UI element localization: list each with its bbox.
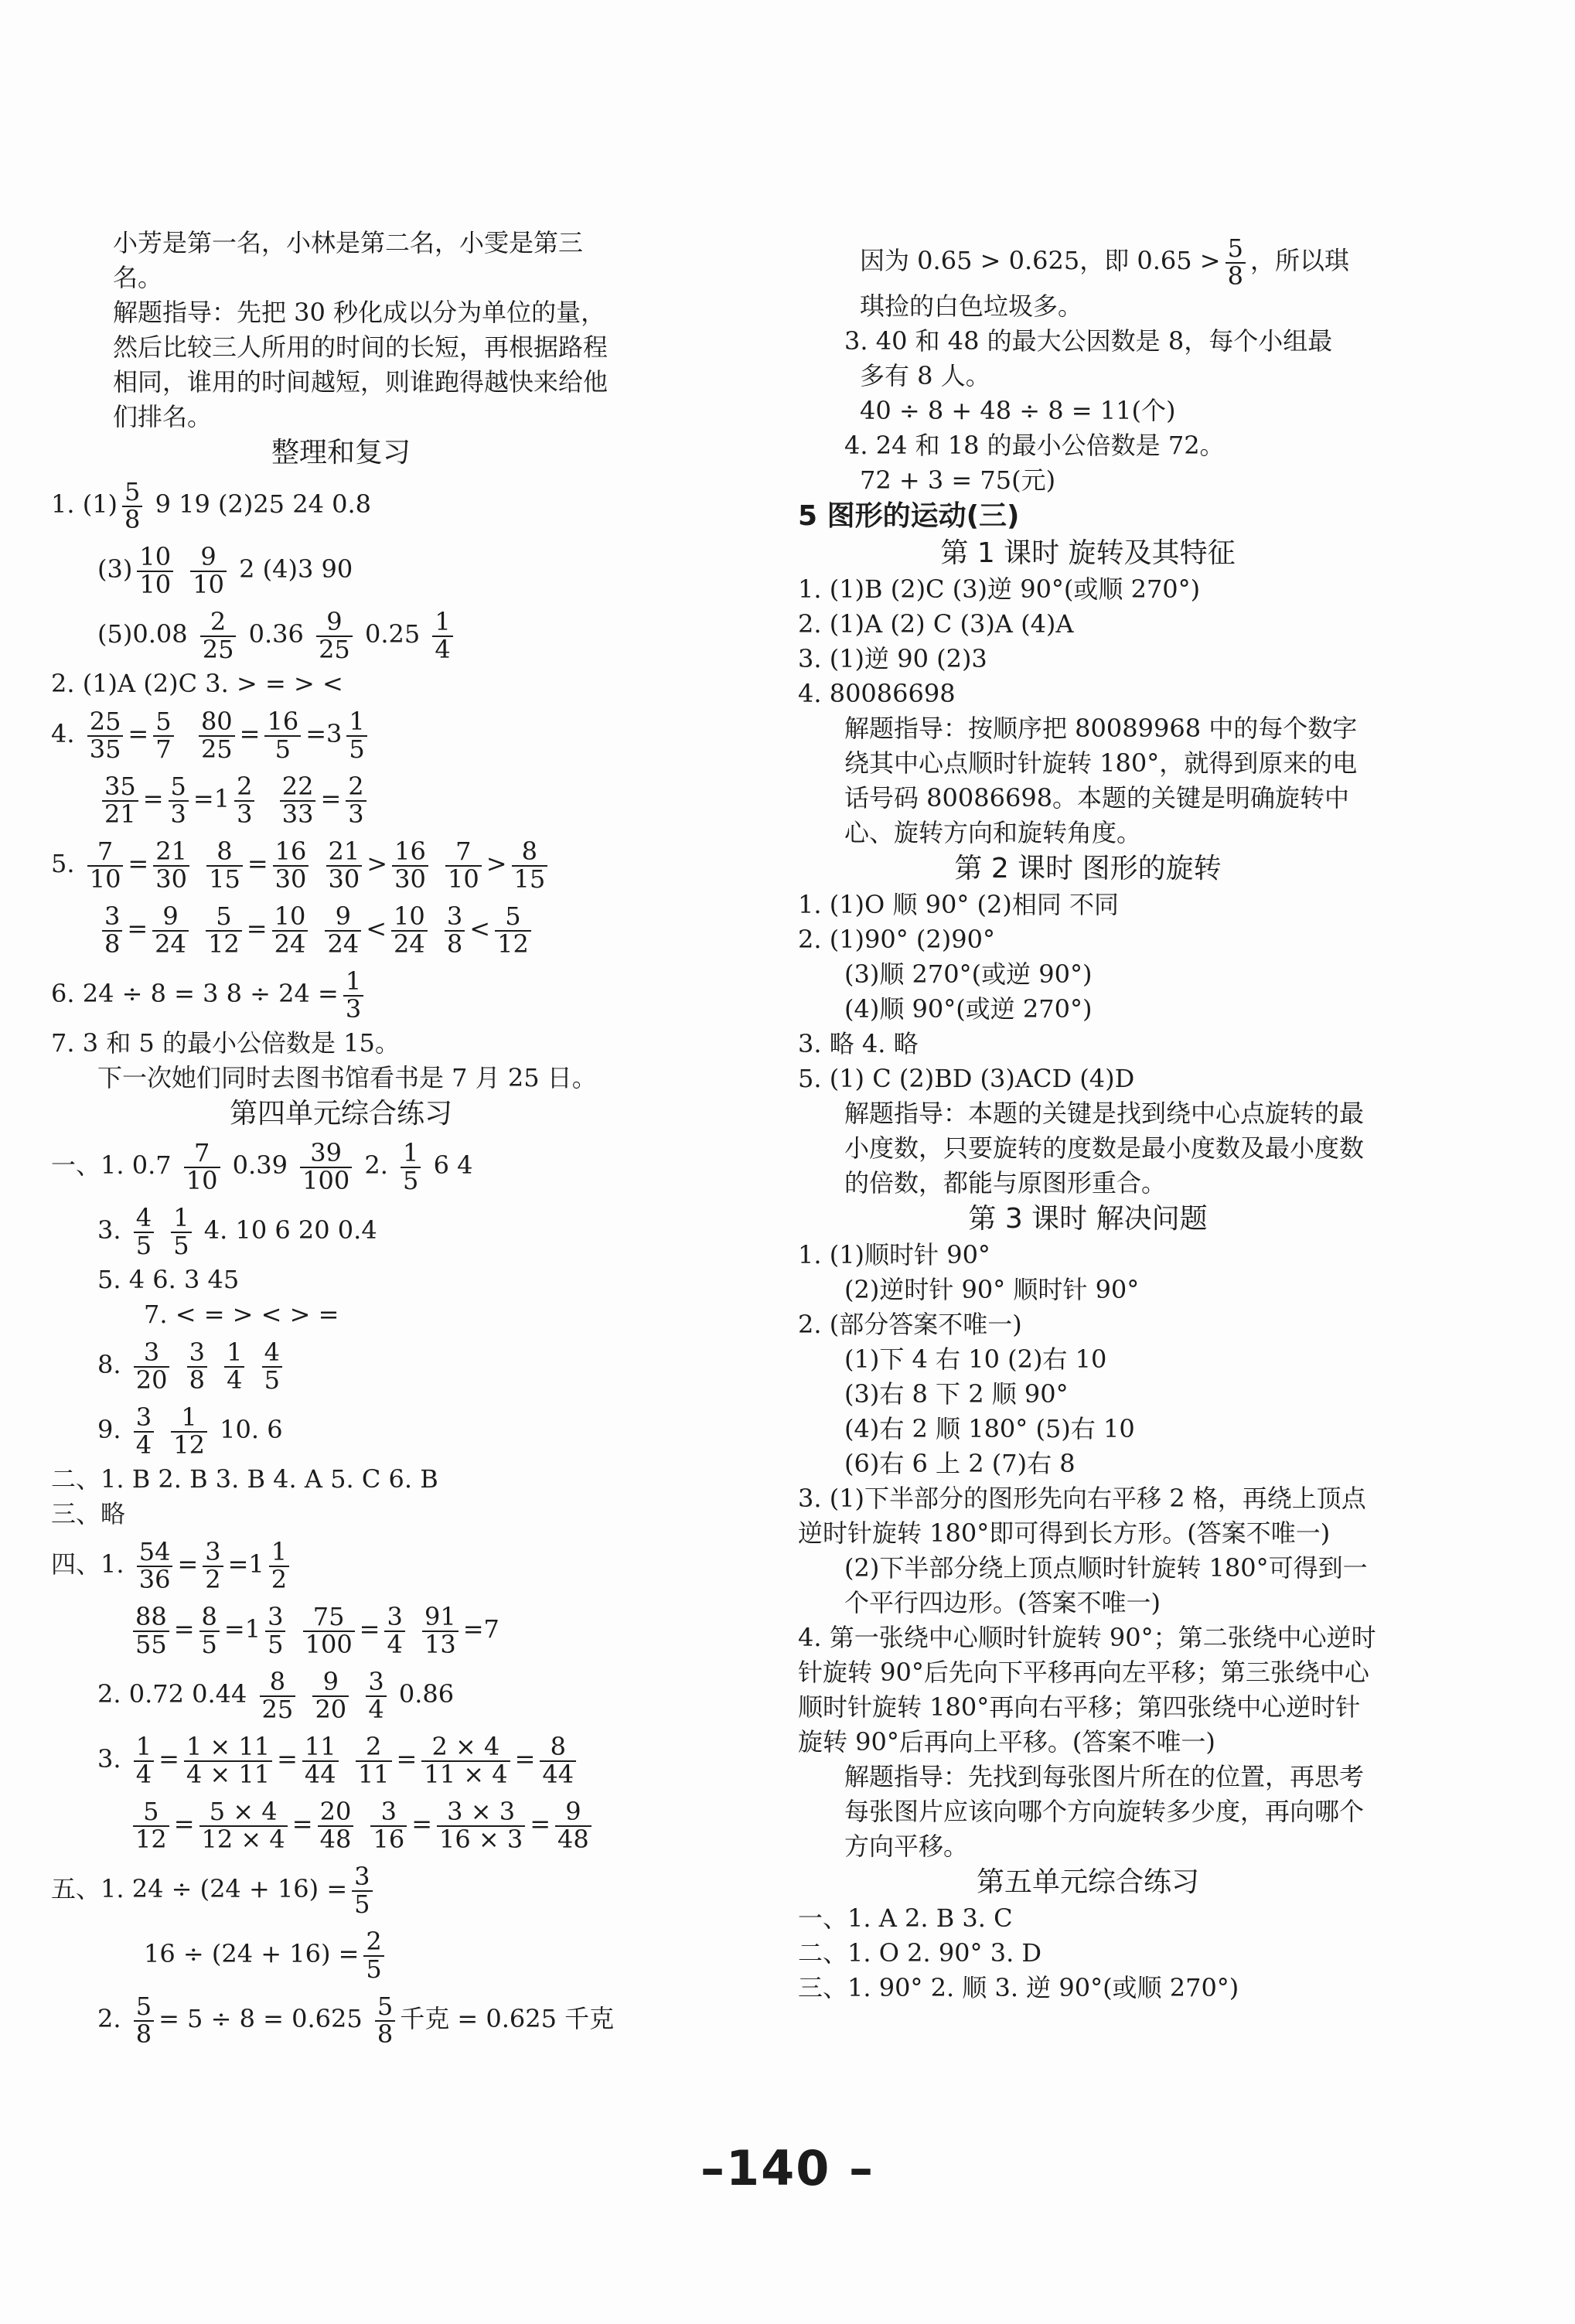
fraction: $\frac{5}{3}$ [169,774,189,827]
fraction: $\frac{8}{5}$ [199,1604,220,1658]
answer-line: 3. $\frac{1}{4}$ = $\frac{1 \times 11}{4 \times 11}$ = $\frac{11}{44}$ $\frac{2}{11}$ = $\frac{2 \times 4}{11 \times 4}$ = $\frac{8}{44}$ [51,1726,631,1791]
answer-line: 2. (1)A (2)C 3. > = > < [51,669,343,698]
fraction: $\frac{39}{100}$ [300,1140,352,1194]
fraction: $\frac{16}{30}$ [392,839,428,892]
fraction: $\frac{1}{4}$ [224,1340,244,1393]
section-heading-unit4: 第四单元综合练习 [229,1098,452,1130]
answer-line: 一、1. A 2. B 3. C [798,1903,1013,1934]
answer-line: 4. 80086698 [798,679,956,709]
answer-line: 2. 0.72 0.44 $\frac{8}{25}$ $\frac{9}{20}$ $\frac{3}{4}$ 0.86 [97,1666,455,1724]
fraction: $\frac{54}{36}$ [137,1539,173,1593]
lesson-heading: 第 1 课时 旋转及其特征 [940,537,1236,570]
fraction: $\frac{8}{15}$ [512,839,548,892]
fraction: $\frac{20}{48}$ [318,1799,354,1852]
answer-line: (2)逆时针 90° 顺时针 90° [844,1275,1140,1305]
answer-line: 5. $\frac{7}{10}$ = $\frac{21}{30}$ $\frac{8}{15}$ = $\frac{16}{30}$ $\frac{21}{30}$ > $\frac{16}{30}$ $\frac{7}{10}$ > $\frac{8}{15}$ [51,831,631,896]
lesson-heading: 第 3 课时 解决问题 [968,1203,1208,1235]
answer-line: 5. (1) C (2)BD (3)ACD (4)D [798,1064,1135,1094]
answer-line: 9. $\frac{3}{4}$ $\frac{1}{12}$ 10. 6 [97,1402,283,1460]
fraction: $\frac{7}{10}$ [184,1140,220,1194]
answer-line: 7. 3 和 5 的最小公倍数是 15。 [51,1028,400,1058]
answer-line: 2. $\frac{5}{8}$ = 5 ÷ 8 = 0.625 $\frac{5}{8}$ 千克 = 0.625 千克 [97,1991,615,2049]
solution-hint: 解题指导：本题的关键是找到绕中心点旋转的最小度数，只要旋转的度数是最小度数及最小度数的倍数，都能与原图形重合。 [844,1099,1365,1198]
fraction: $\frac{5}{12}$ [206,904,242,957]
fraction: $\frac{8}{25}$ [260,1669,296,1723]
fraction: $\frac{3}{4}$ [134,1405,154,1458]
fraction: $\frac{2}{11}$ [356,1734,392,1787]
answer-line: $\frac{88}{55}$ = $\frac{8}{5}$ =1 $\frac{3}{5}$ $\frac{75}{100}$ = $\frac{3}{4}$ $\frac{91}{13}$ =7 [51,1596,631,1661]
answer-line: (3)顺 270°(或逆 90°) [844,959,1093,990]
fraction: $\frac{3}{8}$ [187,1340,207,1393]
fraction: $\frac{4}{5}$ [134,1205,154,1259]
fraction: $\frac{9}{25}$ [316,609,353,663]
answer-line: 3. (1)逆 90 (2)3 [798,644,987,674]
answer-line: (1)下 4 右 10 (2)右 10 [844,1344,1107,1375]
answer-line: 二、1. O 2. 90° 3. D [798,1938,1042,1968]
fraction: $\frac{10}{10}$ [137,544,173,598]
ranking-text: 小芳是第一名，小林是第二名，小雯是第三名。 [113,228,584,292]
answer-line: 72 + 3 = 75(元) [860,465,1056,496]
fraction: $\frac{21}{30}$ [153,839,189,892]
fraction: $\frac{9}{10}$ [190,544,227,598]
answer-line: 7. < = > < > = [144,1300,339,1329]
answer-line: 3. $\frac{4}{5}$ $\frac{1}{5}$ 4. 10 6 20 0.4 [97,1202,377,1260]
fraction: $\frac{1}{5}$ [171,1205,191,1259]
right-column [798,232,1378,2005]
fraction: $\frac{3}{8}$ [102,904,122,957]
fraction: $\frac{88}{55}$ [133,1604,169,1658]
fraction: $\frac{3 \times 3}{16 \times 3}$ [437,1799,525,1852]
fraction: $\frac{7}{10}$ [445,839,482,892]
fraction: $\frac{10}{24}$ [391,904,428,957]
answer-line: 5. 4 6. 3 45 [97,1265,240,1294]
fraction: $\frac{11}{44}$ [302,1734,339,1787]
fraction: $\frac{1}{4}$ [134,1734,154,1787]
answer-line: 40 ÷ 8 + 48 ÷ 8 = 11(个) [860,396,1176,426]
answer-line: 8. $\frac{3}{20}$ $\frac{3}{8}$ $\frac{1}{4}$ $\frac{4}{5}$ [51,1332,631,1397]
fraction: $\frac{8}{44}$ [540,1734,576,1787]
fraction: $\frac{5}{8}$ [122,479,142,533]
fraction: $\frac{25}{35}$ [87,709,124,762]
fraction: $\frac{35}{21}$ [102,774,138,827]
left-column [51,226,631,2051]
fraction: $\frac{9}{24}$ [152,904,189,957]
fraction: $\frac{1}{4}$ [432,609,452,663]
fraction: $\frac{80}{25}$ [199,709,235,762]
fraction: $\frac{21}{30}$ [326,839,363,892]
fraction: $\frac{5}{12}$ [133,1799,169,1852]
fraction: $\frac{16}{30}$ [273,839,309,892]
answer-line: $\frac{35}{21}$ = $\frac{5}{3}$ =1 $\frac{2}{3}$ $\frac{22}{33}$ = $\frac{2}{3}$ [51,766,631,831]
fraction: $\frac{9}{48}$ [555,1799,591,1852]
fraction: $\frac{1}{2}$ [269,1539,289,1593]
fraction: $\frac{3}{8}$ [445,904,465,957]
answer-line: 6. 24 ÷ 8 = 3 8 ÷ 24 = $\frac{1}{3}$ [51,961,631,1026]
fraction: $\frac{1}{5}$ [346,709,366,762]
answer-line: $\frac{3}{8}$ = $\frac{9}{24}$ $\frac{5}{12}$ = $\frac{10}{24}$ $\frac{9}{24}$ < $\frac{10}{24}$ $\frac{3}{8}$ < $\frac{5}{12}$ [51,896,631,961]
fraction: $\frac{9}{20}$ [312,1669,349,1723]
fraction: $\frac{5}{8}$ [1226,236,1246,289]
answer-line: 1. (1)O 顺 90° (2)相同 不同 [798,890,1120,920]
answer-line: 三、1. 90° 2. 顺 3. 逆 90°(或顺 270°) [798,1973,1239,2003]
answer-line: (3) $\frac{10}{10}$ $\frac{9}{10}$ 2 (4)3 90 [97,541,353,599]
fraction: $\frac{3}{16}$ [370,1799,407,1852]
section-heading-unit5: 第五单元综合练习 [976,1866,1199,1899]
fraction: $\frac{5}{8}$ [375,1994,395,2047]
fraction: $\frac{3}{4}$ [366,1669,386,1723]
fraction: $\frac{2}{5}$ [363,1929,384,1982]
answer-line: 4. 24 和 18 的最小公倍数是 72。 [844,431,1225,461]
answer-line: (6)右 6 上 2 (7)右 8 [844,1449,1076,1479]
fraction: $\frac{3}{5}$ [265,1604,285,1658]
fraction: $\frac{3}{20}$ [134,1340,170,1393]
fraction: $\frac{3}{2}$ [203,1539,223,1593]
answer-line: (2)下半部分绕上顶点顺时针旋转 180°可得到一个平行四边形。(答案不唯一) [844,1553,1368,1618]
fraction: $\frac{10}{24}$ [272,904,309,957]
answer-line: 3. 40 和 48 的最大公因数是 8，每个小组最 [844,326,1333,356]
fraction: $\frac{1}{3}$ [343,969,363,1022]
fraction: $\frac{5}{12}$ [495,904,531,957]
fraction: $\frac{2}{3}$ [234,774,254,827]
fraction: $\frac{3}{5}$ [352,1864,372,1917]
fraction: $\frac{5}{8}$ [134,1994,154,2047]
answer-line: 一、1. 0.7 $\frac{7}{10}$ 0.39 $\frac{39}{100}$ 2. $\frac{1}{5}$ 6 4 [51,1137,473,1195]
answer-line: 2. (1)A (2) C (3)A (4)A [798,609,1074,639]
answer-line: 2. (部分答案不唯一) [798,1310,1022,1340]
answer-line: 三、略 [51,1499,126,1528]
answer-line: 二、1. B 2. B 3. B 4. A 5. C 6. B [51,1464,438,1494]
answer-line: 琪捡的白色垃圾多。 [860,291,1083,322]
solution-hint: 解题指导：按顺序把 80089968 中的每个数字绕其中心点顺时针旋转 180°，就得到原来的电话号码 80086698。本题的关键是明确旋转中心、旋转方向和旋转角度。 [844,714,1358,848]
fraction: $\frac{75}{100}$ [303,1604,355,1658]
page-number: –140 – [700,2140,874,2196]
answer-line: 1. (1)顺时针 90° [798,1240,990,1270]
answer-line: (4)顺 90°(或逆 270°) [844,994,1093,1024]
fraction: $\frac{3}{4}$ [384,1604,404,1658]
answer-line: (4)右 2 顺 180° (5)右 10 [844,1414,1135,1444]
solution-hint: 解题指导：先把 30 秒化成以分为单位的量，然后比较三人所用的时间的长短，再根据路程相同，谁用的时间越短，则谁跑得越快来给他们排名。 [113,298,609,431]
fraction: $\frac{1}{12}$ [171,1405,207,1458]
answer-line: 四、1. $\frac{54}{36}$ = $\frac{3}{2}$ =1 $\frac{1}{2}$ [51,1532,631,1596]
fraction: $\frac{91}{13}$ [422,1604,459,1658]
fraction: $\frac{7}{10}$ [87,839,124,892]
section-heading-review: 整理和复习 [271,437,411,469]
answer-line: 五、1. 24 ÷ (24 + 16) = $\frac{3}{5}$ [51,1856,631,1921]
fraction: $\frac{2}{25}$ [200,609,237,663]
fraction: $\frac{9}{24}$ [325,904,361,957]
answer-line: 16 ÷ (24 + 16) = $\frac{2}{5}$ [51,1921,631,1986]
answer-line: 1. (1)B (2)C (3)逆 90°(或顺 270°) [798,574,1201,605]
unit-heading: 5 图形的运动(三) [798,500,1020,533]
answer-line: 4. $\frac{25}{35}$ = $\frac{5}{7}$ $\frac{80}{25}$ = $\frac{16}{5}$ =3 $\frac{1}{5}$ [51,701,631,766]
answer-line: 1. (1) $\frac{5}{8}$ 9 19 (2)25 24 0.8 [51,476,371,534]
answer-line: 4. 第一张绕中心顺时针旋转 90°；第二张绕中心逆时针旋转 90°后先向下平移再向左平移；第三张绕中心顺时针旋转 180°再向右平移；第四张绕中心逆时针旋转 90°后再向上平移。(答案不唯一) [798,1623,1376,1757]
answer-line: 3. 略 4. 略 [798,1029,919,1059]
answer-line: 3. (1)下半部分的图形先向右平移 2 格，再绕上顶点逆时针旋转 180°即可得到长方形。(答案不唯一) [798,1484,1366,1549]
fraction: $\frac{5 \times 4}{12 \times 4}$ [199,1799,288,1852]
fraction: $\frac{8}{15}$ [206,839,243,892]
answer-line: 多有 8 人。 [860,361,990,391]
answer-line: 下一次她们同时去图书馆看书是 7 月 25 日。 [97,1063,597,1092]
fraction: $\frac{1}{5}$ [401,1140,421,1194]
answer-line: $\frac{5}{12}$ = $\frac{5 \times 4}{12 \times 4}$ = $\frac{20}{48}$ $\frac{3}{16}$ = $\frac{3 \times 3}{16 \times 3}$ = $\frac{9}{48}$ [51,1791,631,1856]
answer-line: (3)右 8 下 2 顺 90° [844,1379,1069,1409]
fraction: $\frac{2}{3}$ [346,774,366,827]
answer-line: 2. (1)90° (2)90° [798,925,995,955]
lesson-heading: 第 2 课时 图形的旋转 [954,853,1222,885]
fraction: $\frac{22}{33}$ [280,774,316,827]
fraction: $\frac{2 \times 4}{11 \times 4}$ [421,1734,510,1787]
answer-line: 因为 0.65 > 0.625，即 0.65 > $\frac{5}{8}$ ，所以琪 [860,233,1349,291]
fraction: $\frac{1 \times 11}{4 \times 11}$ [184,1734,272,1787]
fraction: $\frac{5}{7}$ [153,709,173,762]
fraction: $\frac{4}{5}$ [262,1340,282,1393]
solution-hint: 解题指导：先找到每张图片所在的位置，再思考每张图片应该向哪个方向旋转多少度，再向哪个方向平移。 [844,1762,1365,1862]
answer-line: (5)0.08 $\frac{2}{25}$ 0.36 $\frac{9}{25}$ 0.25 $\frac{1}{4}$ [51,601,631,666]
fraction: $\frac{16}{5}$ [264,709,301,762]
